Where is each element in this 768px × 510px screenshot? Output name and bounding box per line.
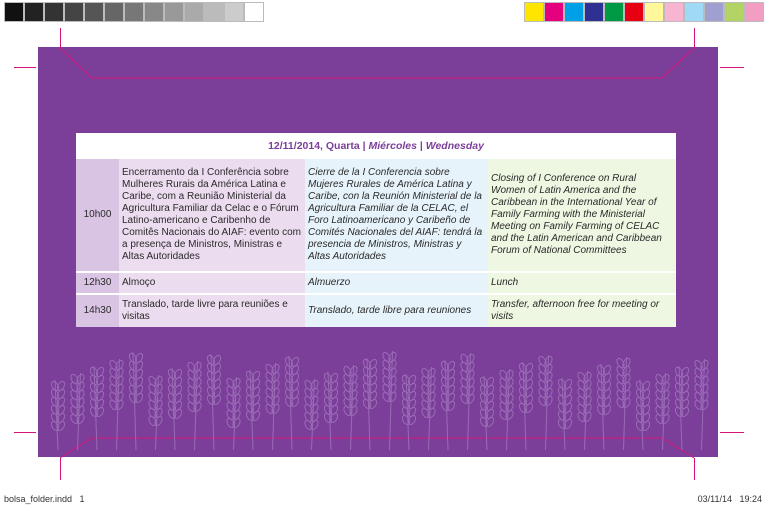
schedule-row (76, 159, 676, 271)
english-cell: Closing of I Conference on Rural Women of Latin America and the Caribbean in the International Year of Family Farming with the Ministerial Meeting on Family Farming of CELAC and the Latin American and Caribbean Forum of National Committees (488, 159, 676, 271)
day-english: Wednesday (425, 140, 484, 152)
schedule-row (76, 272, 676, 293)
separator: | (359, 140, 369, 152)
english-cell: Transfer, afternoon free for meeting or visits (488, 295, 676, 327)
wheat-stalk-icon (147, 375, 163, 450)
schedule-date-header (76, 133, 676, 159)
footer-filename: bolsa_folder.indd 1 (4, 494, 85, 504)
wheat-stalk-icon (303, 379, 319, 450)
wheat-stalk-icon (245, 370, 261, 450)
wheat-stalk-icon (518, 362, 534, 450)
wheat-stalk-icon (108, 359, 124, 450)
wheat-stalk-icon (186, 361, 202, 450)
spanish-cell: Cierre de la I Conferencia sobre Mujeres Rurales de América Latina y Caribe, con la Reunión Ministerial de la Agricultura Familiar de la CELAC, el Foro Latinoamericano y Caribeño de Comités Nacionales del AIAF: tendrá la presencia de Ministros, Ministras y Altas Autoridades (305, 159, 488, 271)
time-cell: 10h00 (76, 159, 119, 271)
wheat-stalk-icon (537, 355, 553, 450)
wheat-stalk-icon (420, 367, 436, 450)
time-cell: 14h30 (76, 295, 119, 327)
date-label: 12/11/2014, Quarta (268, 140, 360, 152)
wheat-stalk-icon (440, 360, 456, 450)
wheat-stalk-icon (206, 354, 222, 450)
day-spanish: Miércoles (368, 140, 417, 152)
wheat-stalk-icon (69, 373, 85, 450)
spanish-cell: Translado, tarde libre para reuniones (305, 295, 488, 327)
wheat-icon (38, 340, 718, 450)
wheat-stalk-icon (596, 364, 612, 450)
wheat-stalk-icon (635, 380, 651, 450)
schedule-row (76, 294, 676, 327)
wheat-stalk-icon (381, 351, 397, 450)
portuguese-cell: Almoço (119, 273, 305, 293)
wheat-stalk-icon (459, 353, 475, 450)
wheat-stalk-icon (284, 356, 300, 450)
wheat-stalk-icon (654, 373, 670, 450)
wheat-stalk-icon (557, 378, 573, 450)
wheat-stalk-icon (362, 358, 378, 450)
wheat-stalk-icon (89, 366, 105, 450)
wheat-stalk-icon (693, 359, 709, 450)
schedule-table (76, 133, 676, 326)
wheat-stalk-icon (615, 357, 631, 450)
wheat-stalk-icon (264, 363, 280, 450)
wheat-stalk-icon (498, 369, 514, 450)
wheat-stalk-icon (674, 366, 690, 450)
portuguese-cell: Encerramento da I Conferência sobre Mulheres Rurais da América Latina e Caribe, com a Reunião Ministerial da Agricultura Familiar da Celac e o Fórum Latino-americano e Caribenho de Comitês Nacionais do AIAF: evento com a presença de Ministros, Ministras e Altas Autoridades (119, 159, 305, 271)
wheat-stalk-icon (323, 372, 339, 450)
portuguese-cell: Translado, tarde livre para reuniões e visitas (119, 295, 305, 327)
spanish-cell: Almuerzo (305, 273, 488, 293)
wheat-stalk-icon (128, 352, 144, 450)
footer-datetime: 03/11/14 19:24 (697, 494, 762, 504)
time-cell: 12h30 (76, 273, 119, 293)
separator: | (416, 140, 426, 152)
wheat-stalk-icon (342, 365, 358, 450)
english-cell: Lunch (488, 273, 676, 293)
wheat-stalk-icon (576, 371, 592, 450)
wheat-stalk-icon (401, 374, 417, 450)
wheat-stalk-icon (50, 380, 66, 450)
wheat-stalk-icon (479, 376, 495, 450)
wheat-stalk-icon (167, 368, 183, 450)
wheat-stalk-icon (225, 377, 241, 450)
